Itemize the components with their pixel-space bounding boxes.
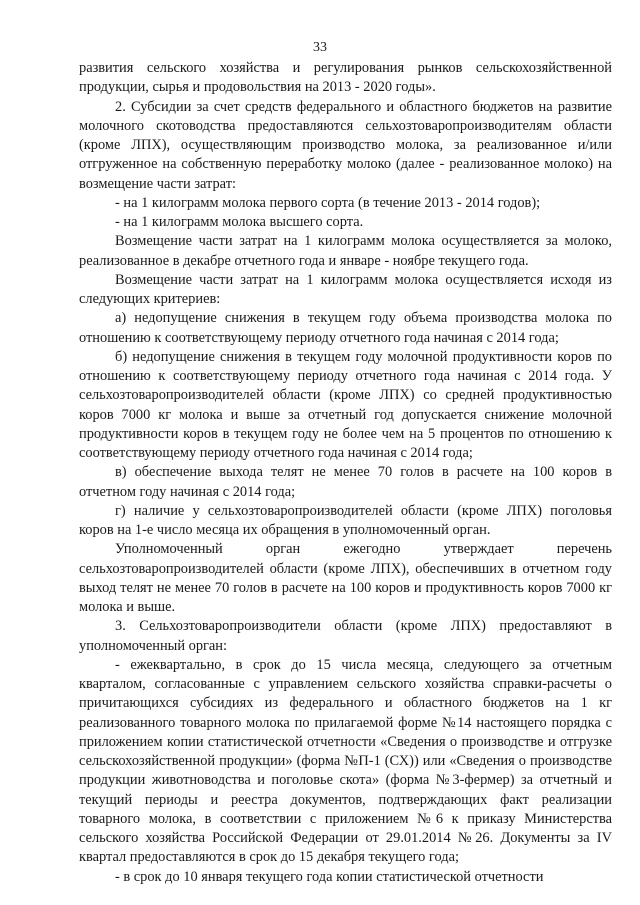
- paragraph: 3. Сельхозтоваропроизводители области (кроме ЛПХ) предоставляют в уполномоченный орган:: [79, 618, 612, 654]
- page-number: 33: [313, 40, 327, 55]
- paragraph: 2. Субсидии за счет средств федерального и областного бюджетов на развитие молочного скотоводства предоставляются сельхозтоваропроизводителям области (кроме ЛПХ), осуществляющим производство молока, за реализованное и/или отгруженное на собственную переработку молоко (далее - реализованное молоко) на возмещение части затрат:: [79, 98, 612, 192]
- paragraph: - на 1 килограмм молока высшего сорта.: [115, 214, 364, 230]
- paragraph: б) недопущение снижения в текущем году молочной продуктивности коров по отношению к соответствующему периоду отчетного года начиная с 2014 года. У сельхозтоваропроизводителей области (кроме ЛПХ) со средней продуктивностью коров 7000 кг молока и выше за отчетный год допускается снижение молочной продуктивности коров в текущем году не более чем на 5 процентов по отношению к соответствующему периоду отчетного года начиная с 2014 года;: [79, 348, 612, 461]
- paragraph: г) наличие у сельхозтоваропроизводителей области (кроме ЛПХ) поголовья коров на 1-е число месяца их обращения в уполномоченный орган.: [79, 502, 612, 538]
- paragraph: - в срок до 10 января текущего года копии статистической отчетности: [115, 868, 544, 885]
- paragraph: Возмещение части затрат на 1 килограмм молока осуществляется за молоко, реализованное в декабре отчетного года и январе - ноябре текущего года.: [79, 233, 612, 269]
- paragraph: - на 1 килограмм молока первого сорта (в течение 2013 - 2014 годов);: [115, 194, 541, 211]
- paragraph: развития сельского хозяйства и регулирования рынков сельскохозяйственной продукции, сырья и продовольствия на 2013 - 2020 годы».: [79, 60, 612, 96]
- paragraph: а) недопущение снижения в текущем году объема производства молока по отношению к соответствующему периоду отчетного года начиная с 2014 года;: [79, 310, 612, 346]
- paragraph: Возмещение части затрат на 1 килограмм молока осуществляется исходя из следующих критериев:: [79, 271, 612, 307]
- body-text: [79, 59, 612, 887]
- paragraph: - ежеквартально, в срок до 15 числа месяца, следующего за отчетным кварталом, согласованные с управлением сельского хозяйства справки-расчеты о причитающихся субсидиях из федерального и областного бюджетов на 1 кг реализованного товарного молока по прилагаемой форме №14 настоящего порядка с приложением копии статистической отчетности «Сведения о производстве и отгрузке сельскохозяйственной продукции» (форма №П-1 (СХ)) или «Сведения о производстве продукции животноводства и поголовье скота» (форма №3-фермер) за отчетный и текущий периоды и реестра документов, подтверждающих факт реализации товарного молока, в соответствии с приложением №6 к приказу Министерства сельского хозяйства Российской Федерации от 29.01.2014 №26. Документы за IV квартал предоставляются в срок до 15 декабря текущего года;: [79, 656, 612, 866]
- paragraph: Уполномоченный орган ежегодно утверждает перечень сельхозтоваропроизводителей области (кроме ЛПХ), обеспечивших в отчетном году выход телят не менее 70 голов в расчете на 100 коров и продуктивность коров 7000 кг молока и выше.: [79, 541, 612, 615]
- paragraph: в) обеспечение выхода телят не менее 70 голов в расчете на 100 коров в отчетном году начиная с 2014 года;: [79, 464, 612, 500]
